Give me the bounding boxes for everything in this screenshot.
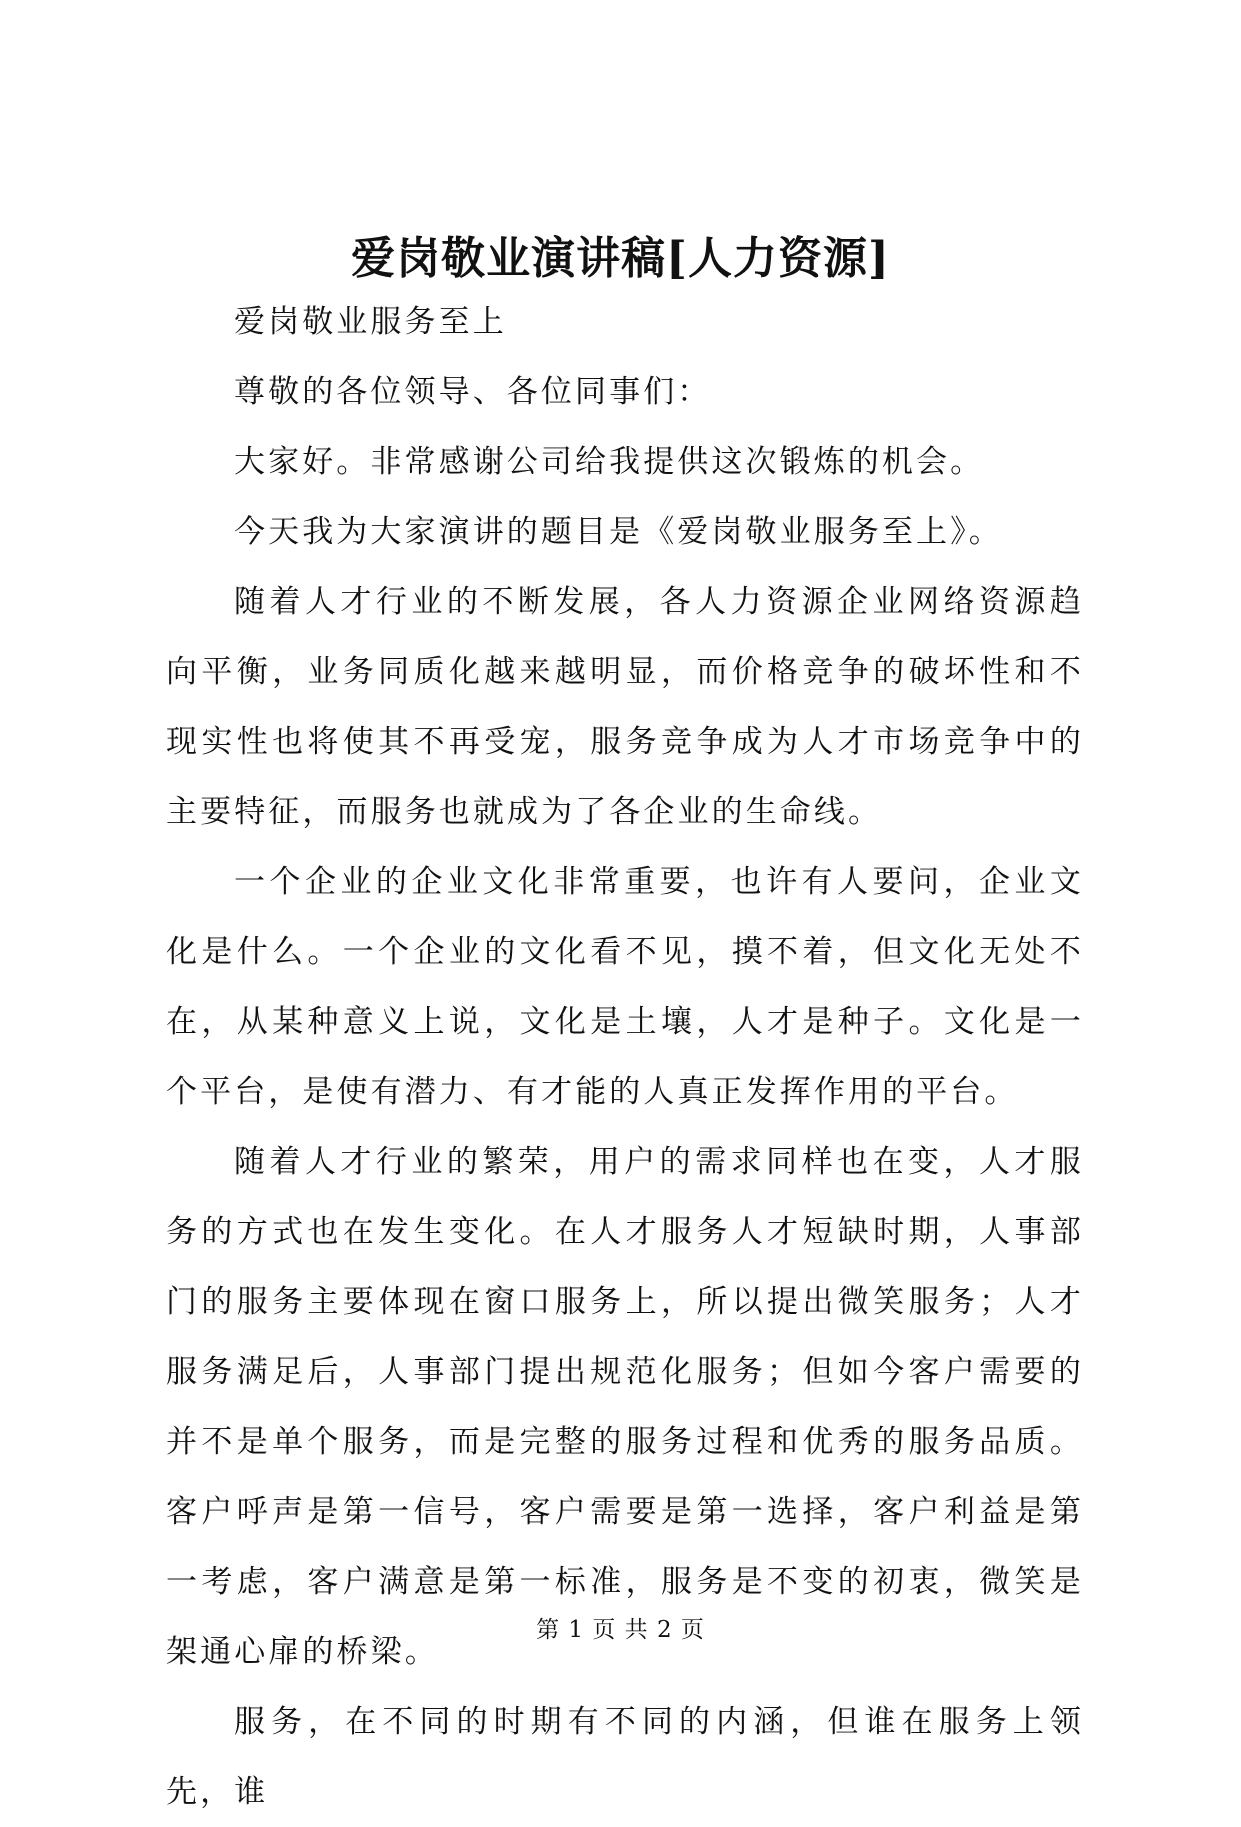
paragraph: 今天我为大家演讲的题目是《爱岗敬业服务至上》。 xyxy=(234,514,1003,550)
paragraph: 爱岗敬业服务至上 xyxy=(234,304,507,340)
document-body xyxy=(166,287,1084,1827)
paragraph: 随着人才行业的不断发展，各人力资源企业网络资源趋向平衡，业务同质化越来越明显，而价格竞争的破坏性和不现实性也将使其不再受宠，服务竞争成为人才市场竞争中的主要特征，而服务也就成为了各企业的生命线。 xyxy=(166,584,1084,830)
paragraph: 随着人才行业的繁荣，用户的需求同样也在变，人才服务的方式也在发生变化。在人才服务人才短缺时期，人事部门的服务主要体现在窗口服务上，所以提出微笑服务；人才服务满足后，人事部门提出规范化服务；但如今客户需要的并不是单个服务，而是完整的服务过程和优秀的服务品质。客户呼声是第一信号，客户需要是第一选择，客户利益是第一考虑，客户满意是第一标准，服务是不变的初衷，微笑是架通心扉的桥梁。 xyxy=(166,1144,1084,1670)
paragraph: 服务，在不同的时期有不同的内涵，但谁在服务上领先，谁 xyxy=(166,1704,1084,1810)
paragraph: 一个企业的企业文化非常重要，也许有人要问，企业文化是什么。一个企业的文化看不见，摸不着，但文化无处不在，从某种意义上说，文化是土壤，人才是种子。文化是一个平台，是使有潜力、有才能的人真正发挥作用的平台。 xyxy=(166,864,1084,1110)
document-title: 爱岗敬业演讲稿[人力资源] xyxy=(351,233,890,284)
paragraph: 尊敬的各位领导、各位同事们： xyxy=(234,374,712,410)
page-number-footer: 第 1 页 共 2 页 xyxy=(536,1617,705,1643)
paragraph: 大家好。非常感谢公司给我提供这次锻炼的机会。 xyxy=(234,444,985,480)
